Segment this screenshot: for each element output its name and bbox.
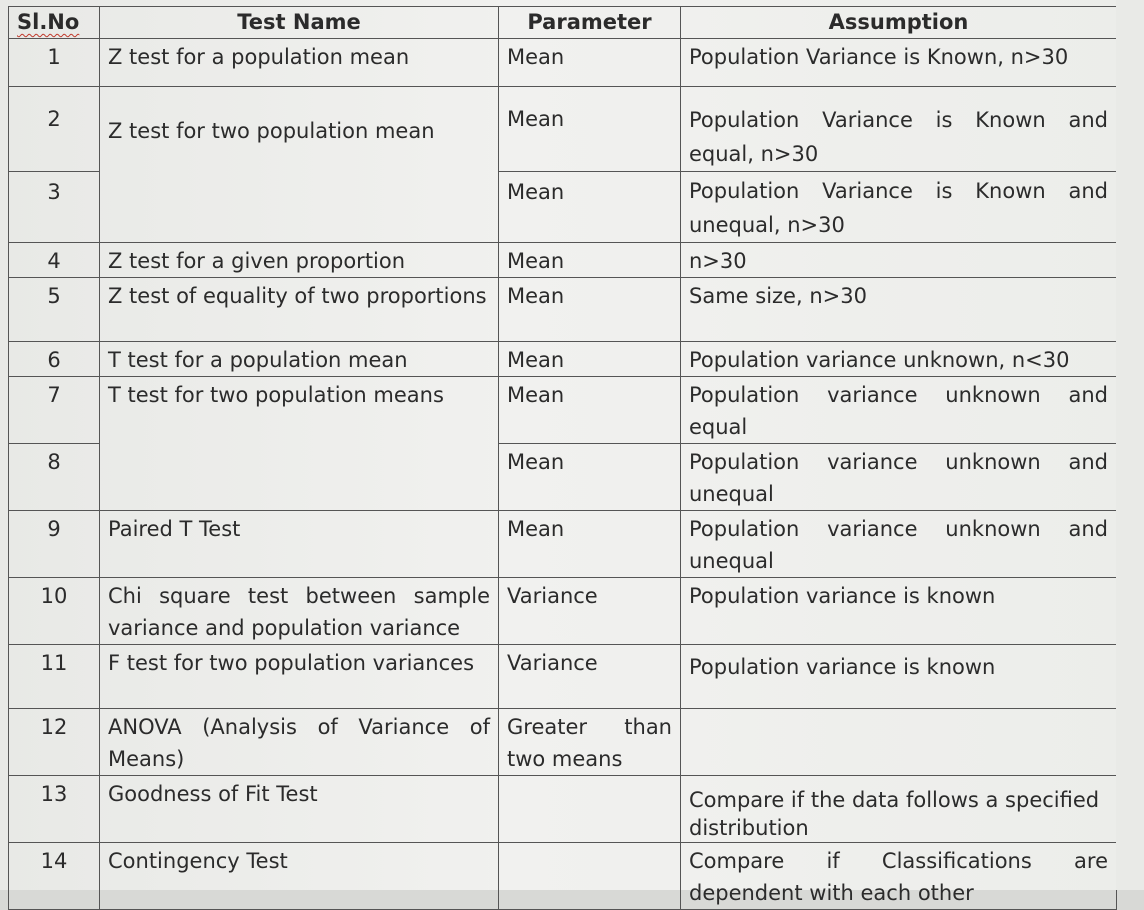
row-test-name: Goodness of Fit Test xyxy=(100,776,499,843)
row-assumption: Population variance is known xyxy=(681,645,1117,709)
row-assumption: Population variance unknown and equal xyxy=(681,377,1117,444)
row-parameter xyxy=(499,843,681,910)
table-row xyxy=(9,776,1117,843)
header-assumption: Assumption xyxy=(681,7,1117,39)
table-row xyxy=(9,243,1117,278)
row-test-name: T test for two population means xyxy=(100,377,499,511)
table-row xyxy=(9,39,1117,87)
row-parameter: Variance xyxy=(499,578,681,645)
row-assumption: Compare if Classifications are dependent with each other xyxy=(681,843,1117,910)
row-assumption: Same size, n>30 xyxy=(681,278,1117,342)
row-assumption: Population Variance is Known and unequal, n>30 xyxy=(681,172,1117,243)
row-assumption: Population Variance is Known, n>30 xyxy=(681,39,1117,87)
row-number: 12 xyxy=(9,709,100,776)
page-edge xyxy=(1116,0,1144,890)
statistical-tests-table xyxy=(8,6,1117,910)
row-number: 1 xyxy=(9,39,100,87)
header-parameter: Parameter xyxy=(499,7,681,39)
row-assumption xyxy=(681,709,1117,776)
row-parameter xyxy=(499,776,681,843)
header-test-name: Test Name xyxy=(100,7,499,39)
row-number: 9 xyxy=(9,511,100,578)
row-test-name: F test for two population variances xyxy=(100,645,499,709)
table-row xyxy=(9,709,1117,776)
row-parameter: Mean xyxy=(499,278,681,342)
row-number: 6 xyxy=(9,342,100,377)
table-header-row xyxy=(9,7,1117,39)
row-assumption: n>30 xyxy=(681,243,1117,278)
row-assumption: Population Variance is Known and equal, n>30 xyxy=(681,87,1117,172)
row-test-name: Z test of equality of two proportions xyxy=(100,278,499,342)
table-row xyxy=(9,342,1117,377)
row-test-name: Chi square test between sample variance and population variance xyxy=(100,578,499,645)
table-row xyxy=(9,87,1117,172)
row-number: 4 xyxy=(9,243,100,278)
row-number: 5 xyxy=(9,278,100,342)
row-parameter: Variance xyxy=(499,645,681,709)
row-parameter: Mean xyxy=(499,511,681,578)
row-test-name: ANOVA (Analysis of Variance of Means) xyxy=(100,709,499,776)
row-assumption: Population variance unknown, n<30 xyxy=(681,342,1117,377)
row-number: 10 xyxy=(9,578,100,645)
row-assumption: Population variance unknown and unequal xyxy=(681,444,1117,511)
row-parameter: Greater than two means xyxy=(499,709,681,776)
header-slno: Sl.No xyxy=(9,7,100,39)
row-number: 3 xyxy=(9,172,100,243)
table-row xyxy=(9,578,1117,645)
table-row xyxy=(9,377,1117,444)
row-parameter: Mean xyxy=(499,444,681,511)
row-assumption: Compare if the data follows a specified distribution xyxy=(681,776,1117,843)
row-test-name: Contingency Test xyxy=(100,843,499,910)
row-assumption: Population variance unknown and unequal xyxy=(681,511,1117,578)
row-test-name: Z test for a population mean xyxy=(100,39,499,87)
row-number: 8 xyxy=(9,444,100,511)
row-test-name: T test for a population mean xyxy=(100,342,499,377)
row-number: 7 xyxy=(9,377,100,444)
row-test-name: Paired T Test xyxy=(100,511,499,578)
table-row xyxy=(9,511,1117,578)
row-parameter: Mean xyxy=(499,342,681,377)
table-row xyxy=(9,278,1117,342)
row-parameter: Mean xyxy=(499,243,681,278)
row-parameter: Mean xyxy=(499,39,681,87)
row-parameter: Mean xyxy=(499,377,681,444)
row-number: 13 xyxy=(9,776,100,843)
row-test-name: Z test for a given proportion xyxy=(100,243,499,278)
row-parameter: Mean xyxy=(499,87,681,172)
row-assumption: Population variance is known xyxy=(681,578,1117,645)
row-number: 14 xyxy=(9,843,100,910)
table-row xyxy=(9,645,1117,709)
row-parameter: Mean xyxy=(499,172,681,243)
table-row xyxy=(9,843,1117,910)
row-number: 2 xyxy=(9,87,100,172)
row-test-name: Z test for two population mean xyxy=(100,87,499,243)
row-number: 11 xyxy=(9,645,100,709)
